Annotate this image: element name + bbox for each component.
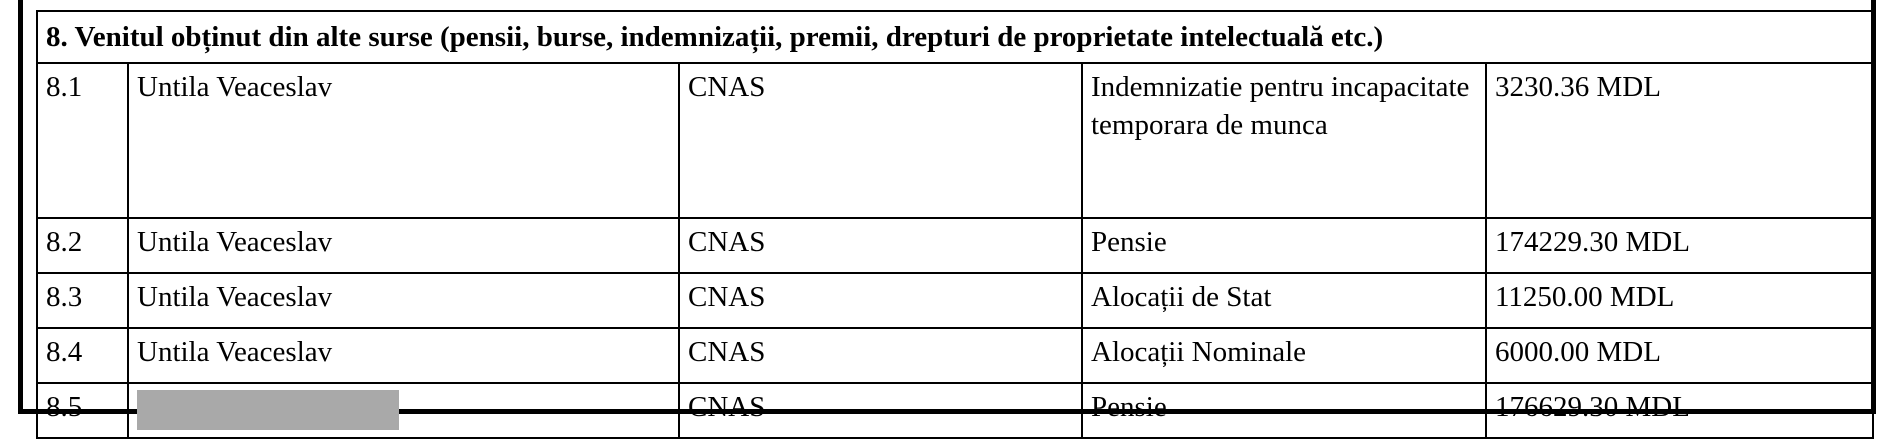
income-type: Alocații de Stat bbox=[1082, 273, 1486, 328]
person-name: Untila Veaceslav bbox=[128, 63, 679, 218]
table-row bbox=[37, 383, 1873, 438]
section-header-row bbox=[37, 11, 1873, 63]
income-amount: 6000.00 MDL bbox=[1486, 328, 1873, 383]
income-amount: 3230.36 MDL bbox=[1486, 63, 1873, 218]
income-source: CNAS bbox=[679, 218, 1082, 273]
person-name: Untila Veaceslav bbox=[128, 273, 679, 328]
income-type: Alocații Nominale bbox=[1082, 328, 1486, 383]
row-number: 8.2 bbox=[37, 218, 128, 273]
income-amount: 176629.30 MDL bbox=[1486, 383, 1873, 438]
income-source: CNAS bbox=[679, 383, 1082, 438]
income-amount: 174229.30 MDL bbox=[1486, 218, 1873, 273]
income-source: CNAS bbox=[679, 63, 1082, 218]
table-row bbox=[37, 218, 1873, 273]
section-title: 8. Venitul obținut din alte surse (pensii, burse, indemnizații, premii, drepturi de proprietate intelectuală etc.) bbox=[37, 11, 1873, 63]
income-type: Pensie bbox=[1082, 383, 1486, 438]
redaction-box bbox=[137, 390, 399, 430]
table-row bbox=[37, 63, 1873, 218]
row-number: 8.4 bbox=[37, 328, 128, 383]
person-name-cell bbox=[128, 383, 679, 438]
person-name: Untila Veaceslav bbox=[128, 328, 679, 383]
income-source: CNAS bbox=[679, 328, 1082, 383]
person-name: Untila Veaceslav bbox=[128, 218, 679, 273]
income-source: CNAS bbox=[679, 273, 1082, 328]
income-type: Indemnizatie pentru incapacitate temporara de munca bbox=[1082, 63, 1486, 218]
income-amount: 11250.00 MDL bbox=[1486, 273, 1873, 328]
row-number: 8.3 bbox=[37, 273, 128, 328]
table-row bbox=[37, 273, 1873, 328]
table-row bbox=[37, 328, 1873, 383]
income-type: Pensie bbox=[1082, 218, 1486, 273]
income-other-sources-table bbox=[36, 10, 1874, 439]
row-number: 8.1 bbox=[37, 63, 128, 218]
row-number: 8.5 bbox=[37, 383, 128, 438]
